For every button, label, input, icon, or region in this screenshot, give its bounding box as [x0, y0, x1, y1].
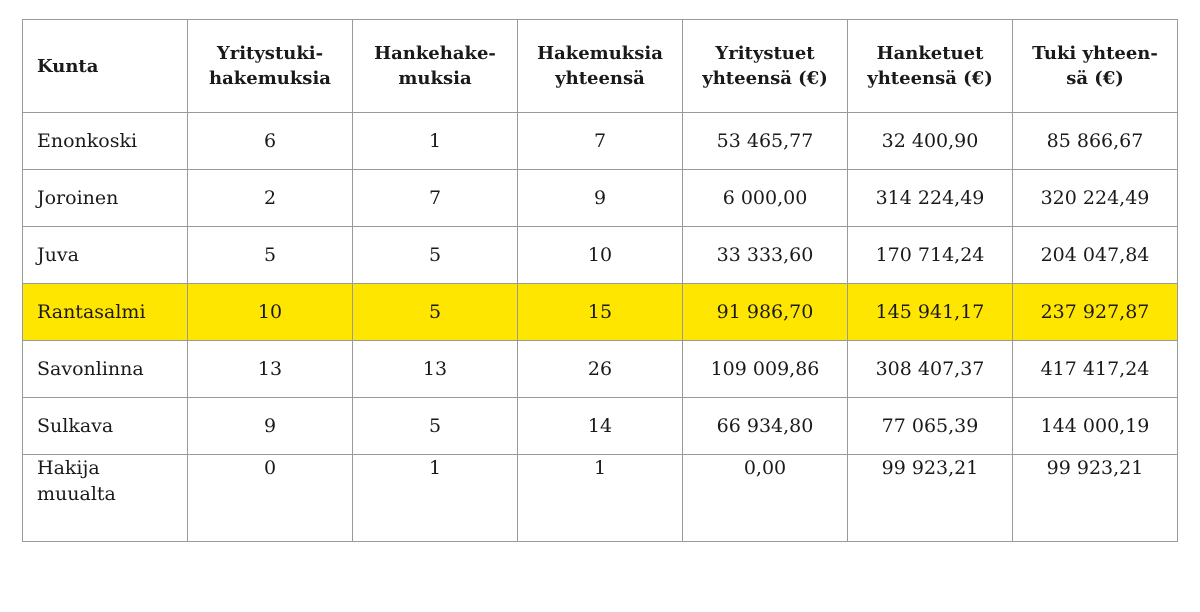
header-hankehakemuksia: Hankehake- muksia — [353, 20, 518, 113]
cell-tuki-yhteensa: 417 417,24 — [1013, 341, 1178, 398]
cell-hakemuksia-yhteensa: 15 — [518, 284, 683, 341]
header-tuki-yhteensa: Tuki yhteen- sä (€) — [1013, 20, 1178, 113]
cell-yritystuet: 109 009,86 — [683, 341, 848, 398]
cell-hanketuet: 145 941,17 — [848, 284, 1013, 341]
cell-kunta: Joroinen — [23, 170, 188, 227]
cell-hakemuksia-yhteensa: 9 — [518, 170, 683, 227]
cell-hakemuksia-yhteensa: 7 — [518, 113, 683, 170]
cell-kunta: Sulkava — [23, 398, 188, 455]
cell-tuki-yhteensa: 99 923,21 — [1013, 455, 1178, 542]
municipality-support-table — [22, 19, 1178, 542]
cell-hankehakemuksia: 1 — [353, 455, 518, 542]
table-row — [23, 227, 1178, 284]
cell-yritystukihakemuksia: 2 — [188, 170, 353, 227]
header-hanketuet-yhteensa: Hanketuet yhteensä (€) — [848, 20, 1013, 113]
cell-hankehakemuksia: 1 — [353, 113, 518, 170]
table-row — [23, 398, 1178, 455]
cell-hakemuksia-yhteensa: 1 — [518, 455, 683, 542]
cell-yritystuet: 91 986,70 — [683, 284, 848, 341]
cell-hankehakemuksia: 5 — [353, 227, 518, 284]
cell-kunta: Juva — [23, 227, 188, 284]
cell-hankehakemuksia: 5 — [353, 398, 518, 455]
cell-hakemuksia-yhteensa: 26 — [518, 341, 683, 398]
table-row — [23, 341, 1178, 398]
cell-hankehakemuksia: 5 — [353, 284, 518, 341]
cell-tuki-yhteensa: 204 047,84 — [1013, 227, 1178, 284]
table-row-highlighted — [23, 284, 1178, 341]
header-hakemuksia-yhteensa: Hakemuksia yhteensä — [518, 20, 683, 113]
cell-yritystuet: 66 934,80 — [683, 398, 848, 455]
cell-kunta: Rantasalmi — [23, 284, 188, 341]
cell-hakemuksia-yhteensa: 10 — [518, 227, 683, 284]
cell-hankehakemuksia: 13 — [353, 341, 518, 398]
cell-kunta: Hakija muualta — [23, 455, 188, 542]
cell-hakemuksia-yhteensa: 14 — [518, 398, 683, 455]
cell-yritystukihakemuksia: 10 — [188, 284, 353, 341]
cell-yritystuet: 33 333,60 — [683, 227, 848, 284]
header-kunta: Kunta — [23, 20, 188, 113]
header-yritystukihakemuksia: Yritystuki- hakemuksia — [188, 20, 353, 113]
cell-kunta: Enonkoski — [23, 113, 188, 170]
cell-hanketuet: 99 923,21 — [848, 455, 1013, 542]
cell-yritystukihakemuksia: 6 — [188, 113, 353, 170]
cell-hanketuet: 32 400,90 — [848, 113, 1013, 170]
cell-yritystukihakemuksia: 13 — [188, 341, 353, 398]
cell-hanketuet: 314 224,49 — [848, 170, 1013, 227]
cell-yritystuet: 6 000,00 — [683, 170, 848, 227]
cell-hanketuet: 77 065,39 — [848, 398, 1013, 455]
cell-tuki-yhteensa: 320 224,49 — [1013, 170, 1178, 227]
cell-yritystukihakemuksia: 9 — [188, 398, 353, 455]
header-row — [23, 20, 1178, 113]
cell-kunta: Savonlinna — [23, 341, 188, 398]
cell-yritystukihakemuksia: 0 — [188, 455, 353, 542]
table-row — [23, 170, 1178, 227]
cell-tuki-yhteensa: 85 866,67 — [1013, 113, 1178, 170]
table-container — [22, 19, 1177, 542]
cell-yritystuet: 53 465,77 — [683, 113, 848, 170]
cell-hankehakemuksia: 7 — [353, 170, 518, 227]
cell-hanketuet: 170 714,24 — [848, 227, 1013, 284]
cell-yritystuet: 0,00 — [683, 455, 848, 542]
cell-tuki-yhteensa: 144 000,19 — [1013, 398, 1178, 455]
cell-yritystukihakemuksia: 5 — [188, 227, 353, 284]
table-row — [23, 455, 1178, 542]
header-yritystuet-yhteensa: Yritystuet yhteensä (€) — [683, 20, 848, 113]
cell-tuki-yhteensa: 237 927,87 — [1013, 284, 1178, 341]
table-row — [23, 113, 1178, 170]
cell-hanketuet: 308 407,37 — [848, 341, 1013, 398]
